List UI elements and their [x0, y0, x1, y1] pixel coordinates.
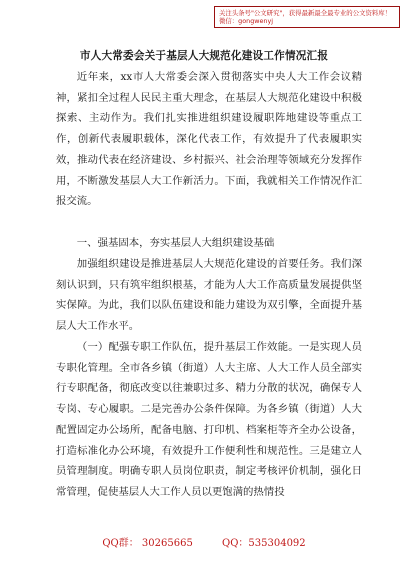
- footer-contact: [0, 534, 408, 549]
- footer-qq-group: QQ群： 30265665: [102, 538, 193, 549]
- header-notice-text: 关注头条号"公文研究"，获得最新最全最专业的公文资料库！ 微信：gongwenyj: [219, 9, 392, 25]
- section1-paragraph: 加强组织建设是推进基层人大规范化建设的首要任务。我们深刻认识到，只有筑牢组织根基，才能为人大工作高质量发展提供坚实保障。为此，我们以队伍建设和能力建设为双引擎，全面提升基层人大工作水平。: [56, 258, 362, 333]
- section1-subsection-paragraph: （一）配强专职工作队伍，提升基层工作效能。一是实现人员专职化管理。全市各乡镇（街道）人大主席、人大工作人员全部实行专职配备，彻底改变以往兼职过多、精力分散的状况，确保专人专岗、专心履职。二是完善办公条件保障。为各乡镇（街道）人大配置固定办公场所，配备电脑、打印机、档案柜等齐全办公设备，打造标准化办公环境，有效提升工作便利性和规范性。三是建立人员管理制度。明确专职人员岗位职责，制定考核评价机制，强化日常管理，促使基层人大工作人员以更饱满的热情投: [56, 341, 362, 498]
- footer-qq: QQ：535304092: [222, 538, 306, 549]
- section1-heading: 一、强基固本，夯实基层人大组织建设基础: [76, 237, 275, 249]
- intro-paragraph: 近年来，xx市人大常委会深入贯彻落实中央人大工作会议精神，紧扣全过程人民民主重大理念，在基层人大规范化建设中积极探索、主动作为。我们扎实推进组织建设履职阵地建设等重点工作，创新代表履职载体，深化代表工作，有效提升了代表履职实效，推动代表在经济建设、乡村振兴、社会治理等领域充分发挥作用，不断激发基层人大工作新活力。下面，我就相关工作情况作汇报交流。: [56, 71, 362, 208]
- document-title: 市人大常委会关于基层人大规范化建设工作情况汇报: [79, 50, 329, 62]
- header-notice-box: [214, 6, 400, 28]
